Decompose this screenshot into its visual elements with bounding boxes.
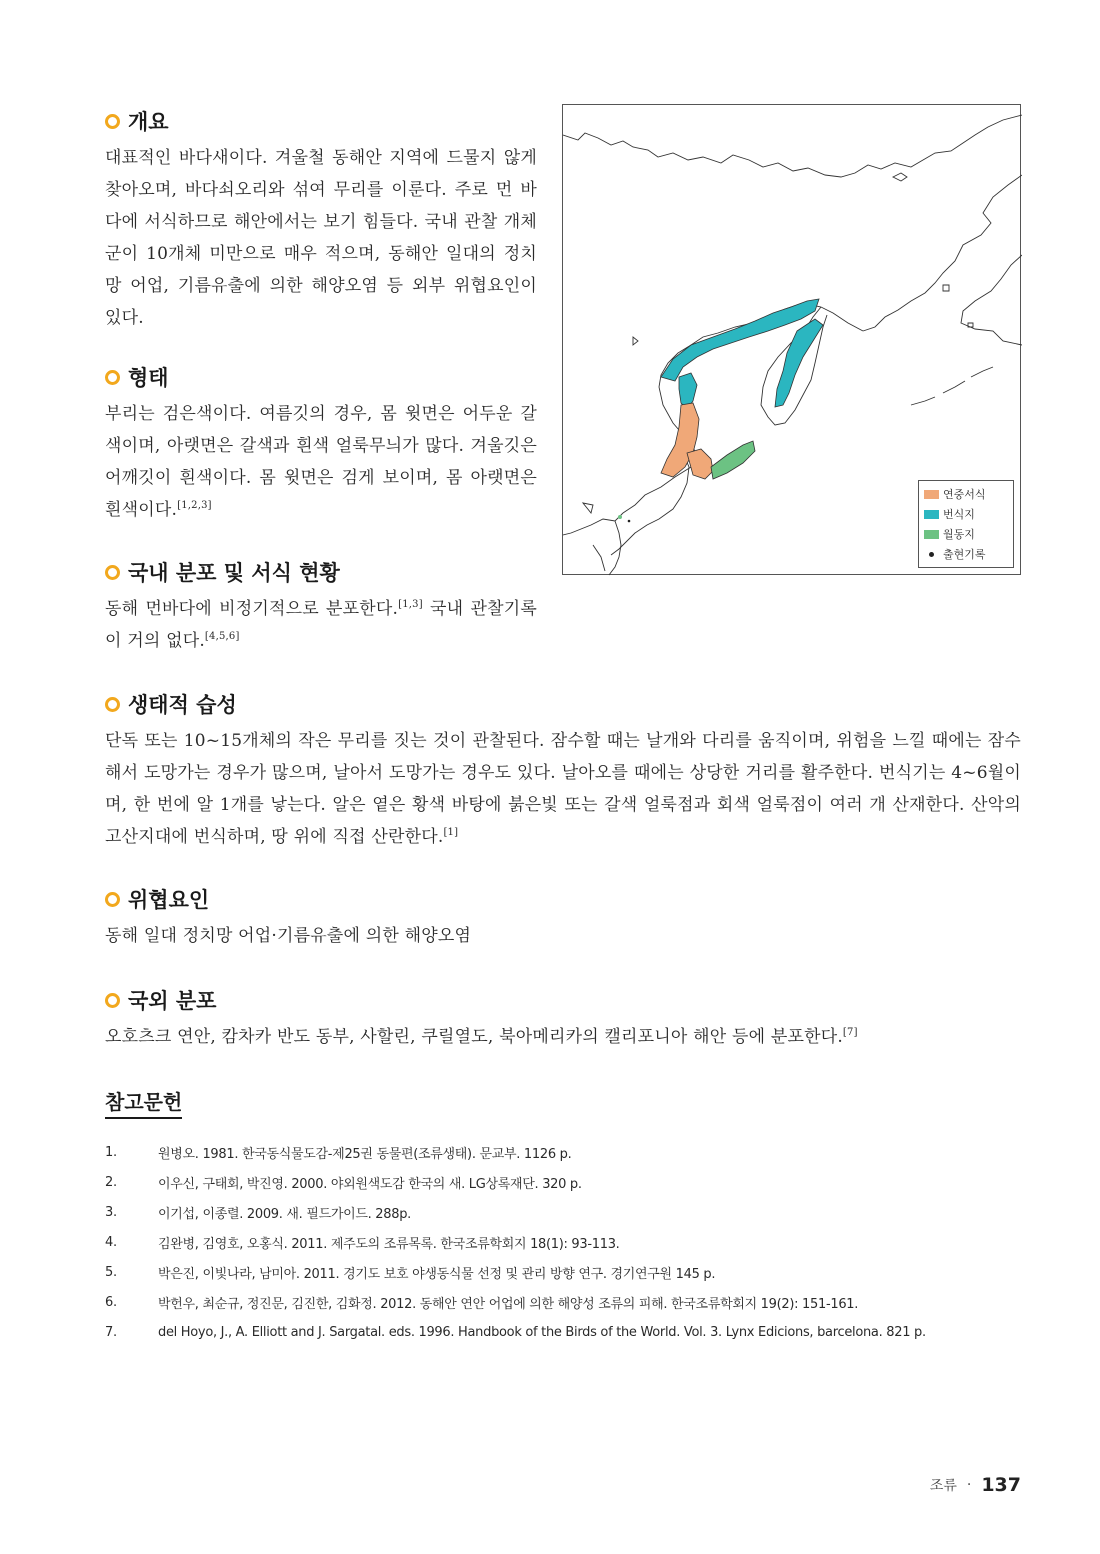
morphology-text: 부리는 검은색이다. 여름깃의 경우, 몸 윗면은 어두운 갈색이며, 아랫면은 갈색과 흰색 얼룩무늬가 많다. 겨울깃은 어깨깃이 흰색이다. 몸 윗면은 검게 보이며, 몸 아랫면은 흰색이다.[1,2,3] [105, 404, 537, 520]
legend-swatch [924, 530, 939, 539]
legend-swatch [924, 510, 939, 519]
bullet-icon [105, 697, 120, 712]
ecology-section [105, 689, 1021, 853]
reference-item: 2. 이우신, 구태회, 박진영. 2000. 야외원색도감 한국의 새. LG상록재단. 320 p. [105, 1174, 582, 1192]
citation: [1] [443, 827, 459, 838]
references-title: 참고문헌 [105, 1086, 182, 1119]
citation: [1,3] [398, 599, 423, 610]
reference-item: 1. 원병오. 1981. 한국동식물도감-제25권 동물편(조류생태). 문교부. 1126 p. [105, 1144, 572, 1162]
bullet-icon [105, 565, 120, 580]
overview-heading: 개요 [105, 106, 537, 136]
threats-text: 동해 일대 정치망 어업·기름유출에 의한 해양오염 [105, 926, 472, 946]
citation: [1,2,3] [177, 500, 212, 511]
distribution-heading: 국내 분포 및 서식 현황 [105, 557, 537, 587]
reference-item: 7. del Hoyo, J., A. Elliott and J. Sargatal. eds. 1996. Handbook of the Birds of the World. Vol. 3. Lynx Edicions, barcelona. 821 p. [105, 1324, 926, 1340]
map-legend [918, 480, 1014, 568]
footer-label: 조류 [929, 1478, 957, 1494]
sighting-dot-icon [929, 552, 934, 557]
reference-item: 6. 박헌우, 최순규, 정진문, 김진한, 김화정. 2012. 동해안 연안 어업에 의한 해양성 조류의 피해. 한국조류학회지 19(2): 151-161. [105, 1294, 859, 1312]
ecology-text: 단독 또는 10~15개체의 작은 무리를 짓는 것이 관찰된다. 잠수할 때는 날개와 다리를 움직이며, 위험을 느낄 때에는 잠수해서 도망가는 경우가 많으며, 날아서 도망가는 경우도 있다. 날아오를 때에는 상당한 거리를 활주한다. 번식기는 4~6월이며, 한 번에 알 1개를 낳는다. 알은 옅은 황색 바탕에 붉은빛 또는 갈색 얼룩점과 회색 얼룩점이 여러 개 산재한다. 산악의 고산지대에 번식하며, 땅 위에 직접 산란한다.[1] [105, 731, 1021, 847]
legend-swatch [924, 490, 939, 499]
legend-item-wintering: 월동지 [924, 524, 1008, 544]
overseas-heading: 국외 분포 [105, 985, 1021, 1015]
overseas-section [105, 985, 1021, 1053]
page-number: 137 [981, 1474, 1021, 1496]
ecology-heading: 생태적 습성 [105, 689, 1021, 719]
citation: [4,5,6] [204, 631, 240, 642]
reference-item: 4. 김완병, 김영호, 오홍식. 2011. 제주도의 조류목록. 한국조류학회지 18(1): 93-113. [105, 1234, 620, 1252]
threats-section [105, 884, 1021, 952]
legend-item-resident: 연중서식 [924, 484, 1008, 504]
footer-separator: · [966, 1477, 972, 1493]
legend-item-breeding: 번식지 [924, 504, 1008, 524]
distribution-map [562, 104, 1021, 575]
bullet-icon [105, 370, 120, 385]
overview-section [105, 106, 537, 334]
overview-text: 대표적인 바다새이다. 겨울철 동해안 지역에 드물지 않게 찾아오며, 바다쇠오리와 섞여 무리를 이룬다. 주로 먼 바다에 서식하므로 해안에서는 보기 힘들다. 국내 관찰 개체군이 10개체 미만으로 매우 적으며, 동해안 일대의 정치망 어업, 기름유출에 의한 해양오염 등 외부 위협요인이 있다. [105, 148, 537, 328]
reference-item: 3. 이기섭, 이종렬. 2009. 새. 필드가이드. 288p. [105, 1204, 412, 1222]
distribution-text: 동해 먼바다에 비정기적으로 분포한다.[1,3] 국내 관찰기록이 거의 없다.[4,5,6] [105, 599, 537, 651]
bullet-icon [105, 114, 120, 129]
references-list [105, 1137, 1005, 1347]
threats-heading: 위협요인 [105, 884, 1021, 914]
distribution-section [105, 557, 537, 657]
morphology-section [105, 362, 537, 526]
page-footer [930, 1474, 1021, 1496]
reference-item: 5. 박은진, 이빛나라, 남미아. 2011. 경기도 보호 야생동식물 선정 및 관리 방향 연구. 경기연구원 145 p. [105, 1264, 716, 1282]
bullet-icon [105, 993, 120, 1008]
citation: [7] [842, 1027, 858, 1038]
morphology-heading: 형태 [105, 362, 537, 392]
overseas-text: 오호츠크 연안, 캄차카 반도 동부, 사할린, 쿠릴열도, 북아메리카의 캘리포니아 해안 등에 분포한다.[7] [105, 1027, 858, 1047]
legend-item-sighting: 출현기록 [924, 544, 1008, 564]
bullet-icon [105, 892, 120, 907]
